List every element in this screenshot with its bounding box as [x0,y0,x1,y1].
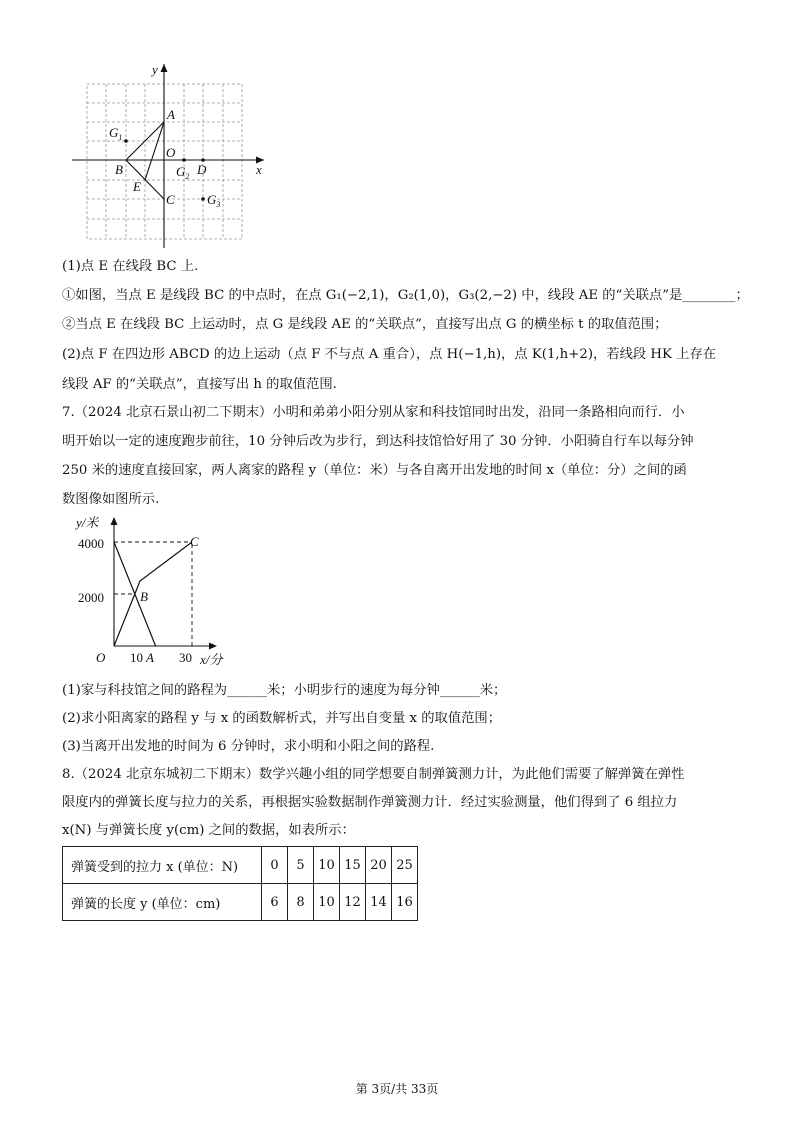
table-cell: 6 [262,884,288,921]
label-x: x [256,162,262,177]
q7-intro-line4: 数图像如图所示. [62,492,160,507]
label-e: E [133,179,141,194]
page-footer: 第 3页/共 33页 [355,1082,439,1096]
label-o: O [166,145,176,160]
label-g3: $G_3$ [207,192,221,209]
point-label-a: A [146,650,154,665]
table-cell: 20 [366,847,392,884]
table-cell: 14 [366,884,392,921]
chart-xlabel: x/分 [200,652,223,667]
q8-intro-line1: 8.（2024 北京东城初二下期末）数学兴趣小组的同学想要自制弹簧测力计，为此他们需要了解弹簧在弹性 [62,767,685,782]
q7-q2: (2)求小阳离家的路程 y 与 x 的函数解析式，并写出自变量 x 的取值范围； [62,711,502,726]
chart-ylabel: y/米 [76,515,99,530]
table-cell: 15 [340,847,366,884]
table-cell: 8 [288,884,314,921]
coordinate-figure [60,56,280,256]
point-g2 [182,158,186,162]
q6-part1: (1)点 E 在线段 BC 上. [62,259,199,274]
y-tick-4000: 4000 [78,536,104,551]
point-g1 [124,139,128,143]
q7-q1: (1)家与科技馆之间的路程为______米；小明步行的速度为每分钟______米； [62,683,507,698]
x-tick-30: 30 [179,650,192,665]
label-a: A [167,107,175,122]
label-d: D [197,162,207,177]
q6-item1: ①如图，当点 E 是线段 BC 的中点时，在点 G₁(−2,1)，G₂(1,0)，G₃(2,−2) 中，线段 AE 的“关联点”是________； [62,288,749,303]
q6-part2-line2: 线段 AF 的“关联点”，直接写出 h 的取值范围. [62,377,337,392]
table-cell: 12 [340,884,366,921]
y-arrow [161,64,168,72]
table-cell: 5 [288,847,314,884]
table-cell: 16 [392,884,418,921]
label-y: y [152,62,158,77]
q7-intro-line3: 250 米的速度直接回家，两人离家的路程 y（单位：米）与各自离开出发地的时间 x（单位：分）之间的函 [62,463,687,478]
series-line-0 [114,542,192,646]
chart-y-arrow [111,517,118,525]
label-g2: $G_2$ [176,164,190,181]
label-b: B [115,162,123,177]
q8-intro-line2: 限度内的弹簧长度与拉力的关系，再根据实验数据制作弹簧测力计．经过实验测量，他们得到了 6 组拉力 [62,795,678,810]
label-g1: $G_1$ [109,125,123,142]
table-cell: 0 [262,847,288,884]
distance-time-chart [62,512,242,672]
chart-origin: O [96,650,106,665]
table-row-length [63,884,418,921]
table-cell: 10 [314,884,340,921]
q6-item2: ②当点 E 在线段 BC 上运动时，点 G 是线段 AE 的“关联点”，直接写出点 G 的横坐标 t 的取值范围； [62,317,668,332]
y-tick-2000: 2000 [78,590,104,605]
table-cell: 25 [392,847,418,884]
q6-part2-line1: (2)点 F 在四边形 ABCD 的边上运动（点 F 不与点 A 重合），点 H(−1,h)，点 K(1,h+2)，若线段 HK 上存在 [62,347,717,362]
label-c: C [166,192,175,207]
x-tick-10: 10 [130,650,143,665]
spring-data-table [62,846,418,921]
q7-intro-line1: 7.（2024 北京石景山初二下期末）小明和弟弟小阳分别从家和科技馆同时出发，沿同一条路相向而行．小 [62,405,685,420]
chart-x-arrow [209,643,217,650]
q7-intro-line2: 明开始以一定的速度跑步前往，10 分钟后改为步行，到达科技馆恰好用了 30 分钟．小阳骑自行车以每分钟 [62,434,694,449]
table-header-force: 弹簧受到的拉力 x (单位：N) [63,847,262,884]
table-row-force [63,847,418,884]
point-label-b: B [140,589,148,604]
table-cell: 10 [314,847,340,884]
point-label-c: C [190,534,199,549]
point-g3 [201,197,205,201]
segment-ae [145,122,164,180]
q8-intro-line3: x(N) 与弹簧长度 y(cm) 之间的数据，如表所示： [62,823,355,838]
q7-q3: (3)当离开出发地的时间为 6 分钟时，求小明和小阳之间的路程. [62,739,435,754]
table-header-length: 弹簧的长度 y (单位：cm) [63,884,262,921]
